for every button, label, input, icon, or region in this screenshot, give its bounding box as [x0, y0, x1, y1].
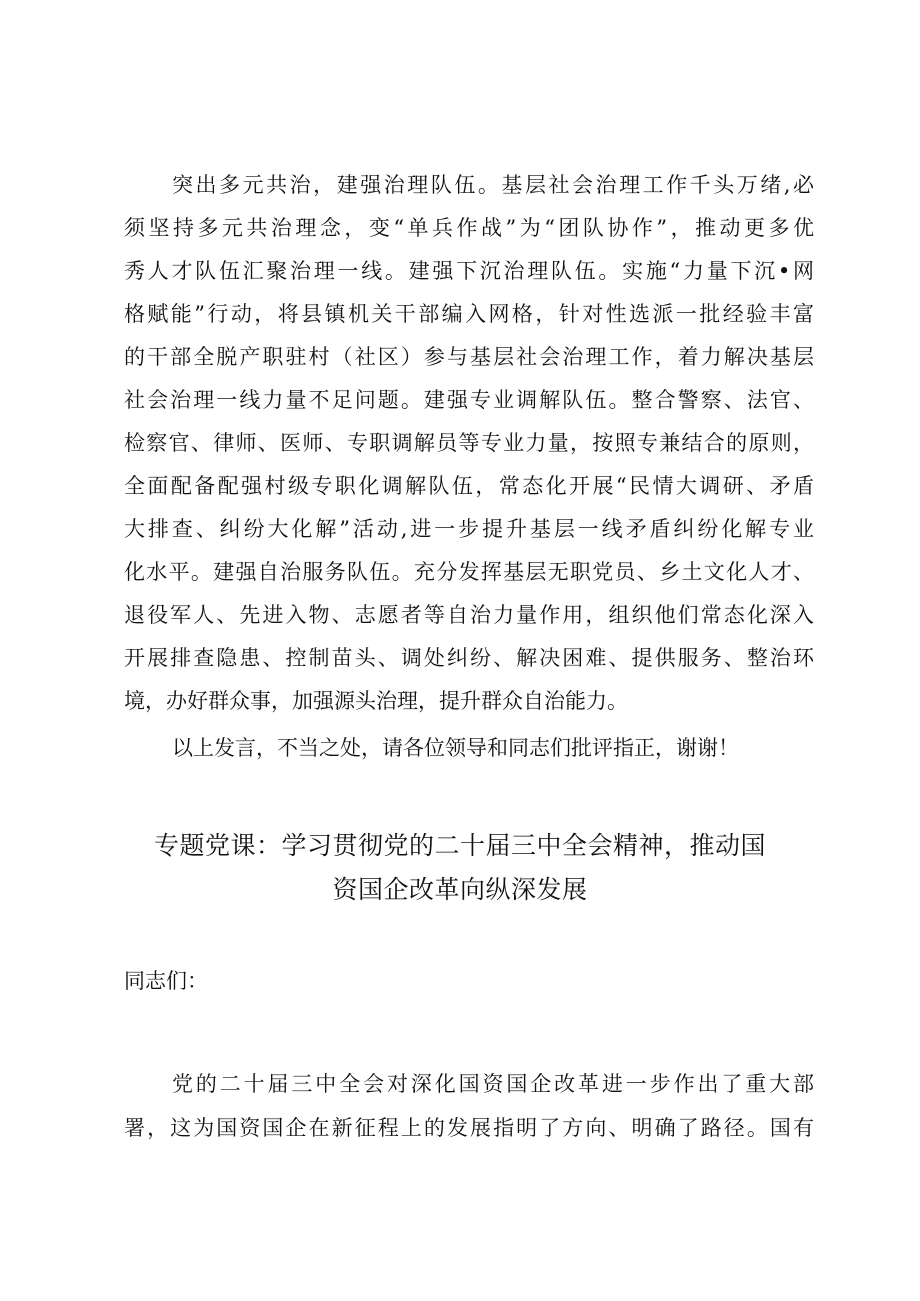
paragraph-line: 全面配备配强村级专职化调解队伍，常态化开展“民情大调研、矛盾 [124, 474, 814, 498]
closing-remark: 以上发言，不当之处，请各位领导和同志们批评指正，谢谢！ [172, 736, 739, 760]
paragraph-line: 须坚持多元共治理念，变“单兵作战”为“团队协作”，推动更多优 [124, 216, 814, 240]
paragraph-line: 社会治理一线力量不足问题。建强专业调解队伍。整合警察、法官、 [124, 388, 814, 412]
paragraph-line: 开展排查隐患、控制苗头、调处纠纷、解决困难、提供服务、整治环 [124, 646, 814, 670]
paragraph-line: 境，办好群众事，加强源头治理，提升群众自治能力。 [124, 689, 628, 713]
paragraph-line: 的干部全脱产职驻村（社区）参与基层社会治理工作，着力解决基层 [124, 345, 814, 369]
salutation: 同志们： [124, 969, 208, 993]
paragraph-line: 大排查、纠纷大化解”活动,进一步提升基层一线矛盾纠纷化解专业 [124, 517, 814, 541]
paragraph-line: 化水平。建强自治服务队伍。充分发挥基层无职党员、乡土文化人才、 [124, 560, 814, 584]
paragraph-line: 退役军人、先进入物、志愿者等自治力量作用，组织他们常态化深入 [124, 603, 814, 627]
paragraph-line: 署，这为国资国企在新征程上的发展指明了方向、明确了路径。国有 [124, 1116, 814, 1140]
title-line-2: 资国企改革向纵深发展 [332, 875, 588, 904]
paragraph-line: 检察官、律师、医师、专职调解员等专业力量，按照专兼结合的原则， [124, 431, 814, 455]
title-line-1: 专题党课：学习贯彻党的二十届三中全会精神，推动国 [153, 831, 766, 860]
paragraph-line: 突出多元共治，建强治理队伍。基层社会治理工作千头万绪,必 [172, 173, 814, 197]
paragraph-line: 格赋能”行动，将县镇机关干部编入网格，针对性选派一批经验丰富 [124, 302, 814, 326]
paragraph-line: 秀人才队伍汇聚治理一线。建强下沉治理队伍。实施“力量下沉•网 [124, 259, 814, 283]
paragraph-line: 党的二十届三中全会对深化国资国企改革进一步作出了重大部 [172, 1072, 814, 1096]
